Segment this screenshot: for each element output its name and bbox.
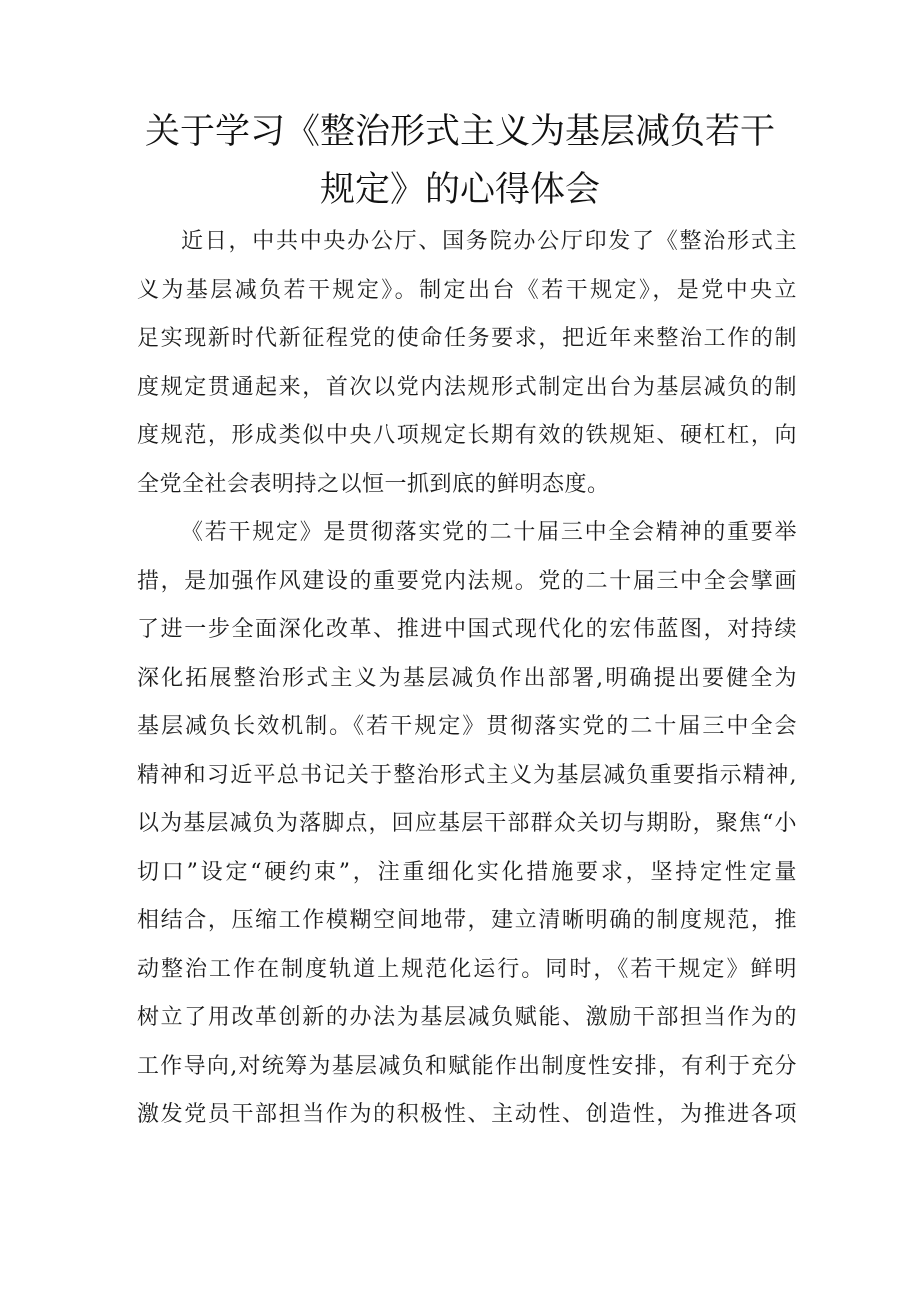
paragraph-2: [137, 509, 797, 1140]
paragraph-line: 切口”设定“硬约束”，注重细化实化措施要求，坚持定性定量: [137, 859, 797, 885]
paragraph-line: 以为基层减负为落脚点，回应基层干部群众关切与期盼，聚焦“小: [137, 811, 797, 836]
paragraph-line: 树立了用改革创新的办法为基层减负赋能、激励干部担当作为的: [137, 1005, 797, 1030]
paragraph-line: 全党全社会表明持之以恒一抓到底的鲜明态度。: [137, 471, 610, 497]
paragraph-line: 度规范，形成类似中央八项规定长期有效的铁规矩、硬杠杠，向: [137, 423, 797, 448]
paragraph-line: 相结合，压缩工作模糊空间地带，建立清晰明确的制度规范，推: [137, 908, 797, 933]
paragraph-1: [137, 218, 797, 509]
paragraph-line: 深化拓展整治形式主义为基层减负作出部署,明确提出要健全为: [137, 665, 797, 691]
paragraph-line: 精神和习近平总书记关于整治形式主义为基层减负重要指示精神,: [137, 762, 797, 788]
title-line-2: 规定》的心得体会: [319, 170, 600, 210]
paragraph-line: 足实现新时代新征程党的使命任务要求，把近年来整治工作的制: [137, 326, 797, 351]
paragraph-line: 义为基层减负若干规定》。制定出台《若干规定》，是党中央立: [137, 277, 797, 303]
document-body: [137, 218, 797, 1140]
paragraph-line: 工作导向,对统筹为基层减负和赋能作出制度性安排，有利于充分: [137, 1053, 797, 1079]
document-title: [130, 103, 790, 219]
paragraph-line: 近日，中共中央办公厅、国务院办公厅印发了《整治形式主: [181, 229, 797, 254]
paragraph-line: 动整治工作在制度轨道上规范化运行。同时，《若干规定》鲜明: [137, 956, 797, 982]
paragraph-line: 措，是加强作风建设的重要党内法规。党的二十届三中全会擘画: [137, 568, 797, 594]
paragraph-line: 了进一步全面深化改革、推进中国式现代化的宏伟蓝图，对持续: [137, 617, 797, 642]
paragraph-line: 《若干规定》是贯彻落实党的二十届三中全会精神的重要举: [181, 520, 797, 545]
paragraph-line: 激发党员干部担当作为的积极性、主动性、创造性，为推进各项: [137, 1102, 797, 1127]
paragraph-line: 度规定贯通起来，首次以党内法规形式制定出台为基层减负的制: [137, 374, 797, 400]
paragraph-line: 基层减负长效机制。《若干规定》贯彻落实党的二十届三中全会: [137, 714, 797, 739]
title-line-1: 关于学习《整治形式主义为基层减负若干: [144, 112, 775, 152]
